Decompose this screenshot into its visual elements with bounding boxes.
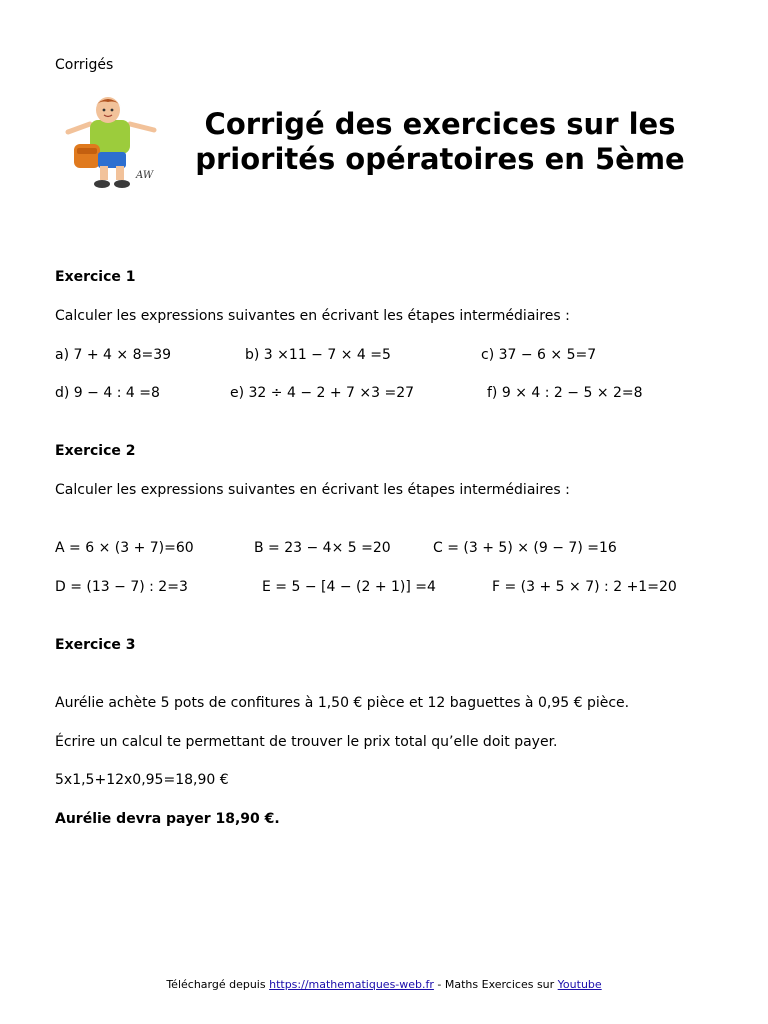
boy-with-backpack-icon: [60, 96, 160, 191]
times-icon: ×: [517, 540, 529, 556]
exercise-2-item-a: A = 6 × (3 + 7)=60: [55, 540, 194, 556]
exercise-3-heading: Exercice 3: [55, 637, 136, 653]
exercise-2-item-b: B = 23 − 4× 5 =20: [254, 540, 391, 556]
exercise-1-item-d: d) 9 − 4 : 4 =8: [55, 385, 160, 401]
times-icon: ×: [515, 385, 527, 401]
site-link[interactable]: https://mathematiques-web.fr: [269, 978, 434, 991]
exercise-2-item-f: F = (3 + 5 × 7) : 2 +1=20: [492, 579, 677, 595]
page-title: [180, 107, 700, 177]
logo-mark: AW: [136, 170, 154, 181]
times-icon: ×: [359, 385, 372, 401]
footer-prefix: Téléchargé depuis: [166, 978, 270, 991]
exercise-3-answer: Aurélie devra payer 18,90 €.: [55, 811, 280, 827]
times-icon: ×: [277, 347, 289, 363]
page-footer: [0, 978, 768, 992]
exercise-1-instruction: Calculer les expressions suivantes en écrivant les étapes intermédiaires :: [55, 308, 570, 324]
exercise-2-item-d: D = (13 − 7) : 2=3: [55, 579, 188, 595]
footer-middle: - Maths Exercices sur: [433, 978, 558, 991]
exercise-3-question: Écrire un calcul te permettant de trouver le prix total qu’elle doit payer.: [55, 734, 558, 750]
times-icon: ×: [116, 347, 129, 363]
exercise-2-heading: Exercice 2: [55, 443, 136, 459]
times-icon: ×: [550, 347, 563, 363]
exercise-1-item-c: c) 37 − 6 × 5=7: [481, 347, 597, 363]
exercise-3-calculation: 5x1,5+12x0,95=18,90 €: [55, 772, 229, 788]
title-line-1: Corrigé des exercices sur les: [204, 107, 676, 141]
title-line-2: priorités opératoires en 5ème: [195, 142, 685, 176]
exercise-1-item-e: e) 32 ÷ 4 − 2 + 7 ×3 =27: [230, 385, 415, 401]
times-icon: ×: [340, 347, 353, 363]
exercise-3-statement: Aurélie achète 5 pots de confitures à 1,50 € pièce et 12 baguettes à 0,95 € pièce.: [55, 695, 630, 711]
exercise-1-item-f: f) 9 × 4 : 2 − 5 × 2=8: [487, 385, 643, 401]
exercise-1-heading: Exercice 1: [55, 269, 136, 285]
times-icon: ×: [569, 579, 581, 595]
youtube-link[interactable]: Youtube: [557, 978, 602, 991]
times-icon: ×: [331, 540, 344, 556]
exercise-2-item-e: E = 5 − [4 − (2 + 1)] =4: [262, 579, 436, 595]
times-icon: ×: [98, 540, 111, 556]
exercise-2-instruction: Calculer les expressions suivantes en écrivant les étapes intermédiaires :: [55, 482, 570, 498]
times-icon: ×: [596, 385, 609, 401]
exercise-1-item-a: a) 7 + 4 × 8=39: [55, 347, 172, 363]
exercise-2-item-c: C = (3 + 5) × (9 − 7) =16: [433, 540, 617, 556]
section-label: Corrigés: [55, 57, 114, 73]
exercise-1-item-b: b) 3 ×11 − 7 × 4 =5: [245, 347, 391, 363]
